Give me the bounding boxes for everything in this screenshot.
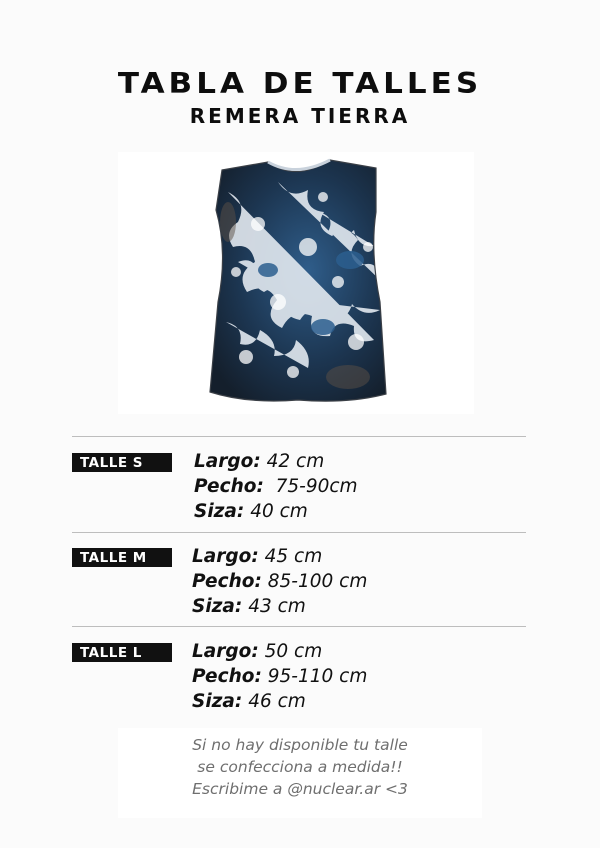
measure-value: 46 cm <box>242 691 306 712</box>
measure-row-siza <box>192 689 367 714</box>
measure-row-largo <box>192 544 367 569</box>
measure-label: Pecho: <box>194 476 264 497</box>
measure-row-siza <box>192 594 367 619</box>
size-badge-s: TALLE S <box>72 453 172 472</box>
measure-row-pecho <box>192 569 367 594</box>
product-photo <box>118 152 474 414</box>
divider <box>72 626 526 627</box>
shirt-image <box>118 152 474 414</box>
page-title: TABLA DE TALLES <box>117 67 483 101</box>
measure-value: 43 cm <box>242 596 306 617</box>
custom-order-note <box>118 728 482 818</box>
measure-row-siza <box>194 499 358 524</box>
size-badge-l: TALLE L <box>72 643 172 662</box>
measure-row-pecho <box>194 474 358 499</box>
size-badge-m: TALLE M <box>72 548 172 567</box>
footer-line-1: Si no hay disponible tu talle <box>192 736 408 754</box>
measure-value: 42 cm <box>260 451 325 472</box>
measure-label: Largo: <box>194 451 261 472</box>
page-subtitle: REMERA TIERRA <box>189 104 411 128</box>
measure-label: Pecho: <box>192 571 262 592</box>
footer-line-3: Escribime a @nuclear.ar <3 <box>192 780 408 798</box>
divider <box>72 436 526 437</box>
measure-value: 75-90cm <box>263 476 358 497</box>
measure-label: Pecho: <box>192 666 262 687</box>
measure-row-largo <box>194 449 358 474</box>
measure-value: 85-100 cm <box>261 571 368 592</box>
divider <box>72 532 526 533</box>
size-measurements-s <box>194 449 358 524</box>
measure-value: 40 cm <box>244 501 308 522</box>
measure-value: 45 cm <box>258 546 323 567</box>
size-measurements-l <box>192 639 367 714</box>
measure-label: Largo: <box>192 546 259 567</box>
measure-label: Siza: <box>192 691 243 712</box>
measure-label: Largo: <box>192 641 259 662</box>
measure-row-pecho <box>192 664 367 689</box>
measure-row-largo <box>192 639 367 664</box>
measure-value: 95-110 cm <box>261 666 368 687</box>
measure-label: Siza: <box>192 596 243 617</box>
size-measurements-m <box>192 544 367 619</box>
footer-line-2: se confecciona a medida!! <box>197 758 403 776</box>
measure-value: 50 cm <box>258 641 323 662</box>
measure-label: Siza: <box>194 501 245 522</box>
